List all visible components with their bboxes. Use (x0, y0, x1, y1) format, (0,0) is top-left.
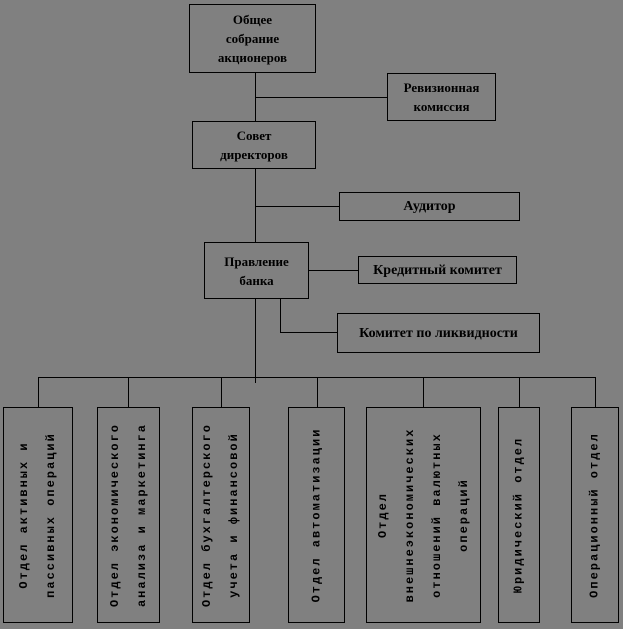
node-credit-committee (358, 256, 517, 284)
dept-label (303, 413, 330, 617)
dept-label-line: Юридический отдел (511, 436, 526, 594)
dept-label-line: учета и финансовой (227, 432, 241, 598)
node-label-line: Комитет по ликвидности (359, 325, 518, 341)
node-label-line: Кредитный комитет (373, 262, 502, 278)
node-label-line: Ревизионная (403, 80, 480, 95)
dept-accounting-finance (192, 407, 250, 623)
dept-label-line: анализа и маркетинга (134, 422, 149, 608)
connector-stub-dept-1 (38, 377, 39, 407)
connector-to-auditor (255, 206, 339, 207)
connector-stub-dept-3 (221, 377, 222, 407)
dept-label (11, 413, 65, 617)
node-liquidity-committee (337, 313, 540, 353)
connector-management-trunk (255, 298, 256, 383)
node-label-line: Совет (236, 128, 272, 143)
dept-automation (288, 407, 345, 623)
node-general-shareholders-meeting (189, 4, 316, 73)
dept-label (102, 413, 156, 617)
node-label-line: собрание (225, 31, 280, 46)
connector-stub-dept-4 (317, 377, 318, 407)
dept-economic-analysis-marketing (97, 407, 160, 623)
node-label-line: Аудитор (403, 199, 456, 214)
dept-label (370, 413, 478, 617)
node-label-line: акционеров (217, 50, 288, 65)
dept-active-passive-operations (3, 407, 73, 623)
connector-stub-dept-6 (519, 377, 520, 407)
dept-label (194, 413, 248, 617)
node-label-line: директоров (220, 147, 288, 162)
connector-to-revision-commission (255, 97, 387, 98)
dept-foreign-economic-currency-operations (366, 407, 481, 623)
node-label-line: Общее (232, 12, 273, 27)
node-label-line: Правление (224, 253, 289, 269)
dept-label-line: Отдел автоматизации (309, 427, 323, 603)
node-revision-commission (387, 73, 496, 121)
dept-label-line: внешнеэкономических (402, 427, 417, 603)
connector-to-credit-committee (309, 270, 358, 271)
connector-stub-dept-7 (595, 377, 596, 407)
dept-label-line: Отдел бухгалтерского (200, 422, 214, 608)
connector-liquidity-drop (280, 298, 281, 333)
dept-operations (571, 407, 619, 623)
connector-to-liquidity-committee (280, 332, 337, 333)
dept-label-line: Отдел (375, 492, 390, 539)
node-label-line: комиссия (413, 99, 470, 114)
node-auditor (339, 192, 520, 221)
dept-label (506, 413, 533, 617)
dept-legal (498, 407, 540, 623)
dept-label-line: операций (456, 478, 471, 552)
connector-stub-dept-5 (423, 377, 424, 407)
node-board-of-directors (192, 121, 316, 169)
node-bank-management-board (204, 242, 309, 299)
connector-stub-dept-2 (128, 377, 129, 407)
dept-label-line: отношений валютных (429, 432, 444, 598)
dept-label-line: Отдел экономического (107, 422, 122, 608)
dept-label (582, 413, 609, 617)
dept-label-line: Отдел активных и (17, 441, 31, 589)
node-label-line: банка (239, 272, 274, 288)
dept-label-line: Операционный отдел (587, 432, 602, 598)
dept-label-line: пассивных операций (44, 432, 58, 598)
